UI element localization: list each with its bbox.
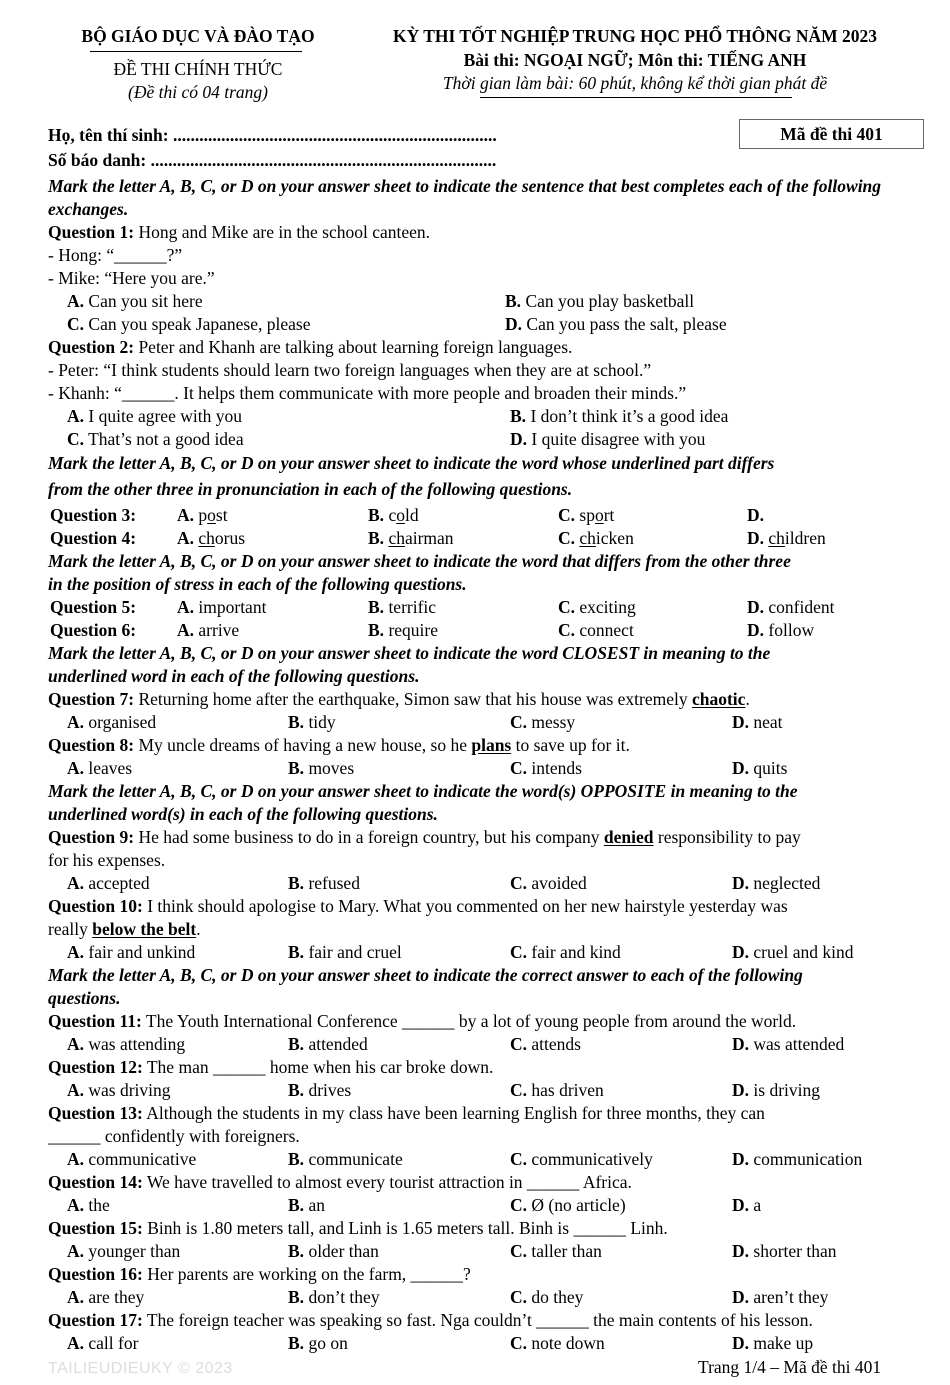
option-c[interactable]: C. chicken [558, 528, 634, 548]
underlined-word: chaotic [691, 689, 746, 709]
page-number: Trang 1/4 – Mã đề thi 401 [698, 1357, 882, 1377]
option-d[interactable]: D. aren’t they [732, 1287, 829, 1307]
question-11: Question 11: The Youth International Conference ______ by a lot of young people from around the world. [48, 1011, 797, 1031]
ministry-name: BỘ GIÁO DỤC VÀ ĐÀO TẠO [81, 26, 315, 46]
answer-options [0, 313, 950, 335]
answer-options [0, 428, 950, 450]
option-b[interactable]: B. fair and cruel [288, 942, 402, 962]
exam-title: KỲ THI TỐT NGHIỆP TRUNG HỌC PHỔ THÔNG NĂM 2023 [392, 26, 878, 46]
instruction-pronunciation: Mark the letter A, B, C, or D on your answer sheet to indicate the word whose underlined part differs [48, 453, 775, 473]
instruction-exchanges: Mark the letter A, B, C, or D on your answer sheet to indicate the sentence that best completes each of the following exchanges. [48, 176, 882, 219]
option-b[interactable]: B. older than [288, 1241, 379, 1261]
ministry-underline [90, 51, 302, 52]
instruction-correct-answer: Mark the letter A, B, C, or D on your answer sheet to indicate the correct answer to each of the following [48, 965, 803, 985]
question-label: Question 3: [50, 505, 137, 525]
question-12: Question 12: The man ______ home when his car broke down. [48, 1057, 494, 1077]
answer-options [0, 1194, 950, 1216]
option-c[interactable]: C. sport [558, 505, 615, 525]
question-label: Question 7: [48, 689, 135, 709]
option-a[interactable]: A. chorus [177, 528, 246, 548]
option-d[interactable]: D. was attended [732, 1034, 845, 1054]
answer-options [0, 1033, 950, 1055]
question-9: Question 9: He had some business to do in a foreign country, but his company denied responsibility to pay [48, 827, 801, 847]
option-b[interactable]: B. Can you play basketball [505, 291, 695, 311]
option-b[interactable]: B. require [368, 620, 438, 640]
underlined-phrase: below the belt [92, 919, 197, 939]
option-d[interactable]: D. I quite disagree with you [510, 429, 706, 449]
instruction-opposite-cont: underlined word(s) in each of the following questions. [48, 804, 438, 824]
option-c[interactable]: C. intends [510, 758, 582, 778]
exam-time: Thời gian làm bài: 60 phút, không kể thời gian phát đề [442, 73, 828, 93]
question-5 [0, 596, 950, 618]
question-8: Question 8: My uncle dreams of having a new house, so he plans to save up for it. [48, 735, 630, 755]
question-label: Question 14: [48, 1172, 143, 1192]
option-b[interactable]: B. chairman [368, 528, 454, 548]
answer-options [0, 711, 950, 733]
option-a[interactable]: A. arrive [177, 620, 240, 640]
question-label: Question 1: [48, 222, 135, 242]
question-label: Question 12: [48, 1057, 143, 1077]
question-label: Question 13: [48, 1103, 143, 1123]
option-a[interactable]: A. was attending [67, 1034, 186, 1054]
instruction-opposite: Mark the letter A, B, C, or D on your answer sheet to indicate the word(s) OPPOSITE in meaning to the [48, 781, 798, 801]
option-c[interactable]: C. connect [558, 620, 634, 640]
answer-options [0, 757, 950, 779]
instruction-pronunciation-cont: from the other three in pronunciation in each of the following questions. [48, 479, 573, 499]
question-3 [0, 504, 950, 526]
option-b[interactable]: B. attended [288, 1034, 368, 1054]
question-label: Question 2: [48, 337, 135, 357]
question-7: Question 7: Returning home after the earthquake, Simon saw that his house was extremely chaotic. [48, 689, 750, 709]
question-10-cont: really below the belt. [48, 919, 201, 939]
option-c[interactable]: C. messy [510, 712, 576, 732]
question-label: Question 11: [48, 1011, 142, 1031]
question-14: Question 14: We have travelled to almost every tourist attraction in ______ Africa. [48, 1172, 632, 1192]
dialogue-line: - Khanh: “______. It helps them communicate with more people and broaden their minds.” [48, 383, 687, 403]
question-13-cont: ______ confidently with foreigners. [48, 1126, 300, 1146]
watermark: TAILIEUDIEUKY © 2023 [48, 1360, 233, 1377]
option-c[interactable]: C. taller than [510, 1241, 602, 1261]
question-label: Question 17: [48, 1310, 143, 1330]
option-c[interactable]: C. Ø (no article) [510, 1195, 626, 1215]
answer-options [0, 941, 950, 963]
option-d[interactable]: D. follow [747, 620, 815, 640]
option-a[interactable]: A. leaves [67, 758, 133, 778]
question-13: Question 13: Although the students in my class have been learning English for three months, they can [48, 1103, 765, 1123]
option-d[interactable]: D. quits [732, 758, 788, 778]
option-c[interactable]: C. fair and kind [510, 942, 621, 962]
option-d[interactable]: D. cruel and kind [732, 942, 854, 962]
question-2 [48, 336, 572, 358]
question-label: Question 5: [50, 597, 137, 617]
option-a[interactable]: A. was driving [67, 1080, 171, 1100]
option-a[interactable]: A. Can you sit here [67, 291, 203, 311]
option-d[interactable]: D. Can you pass the salt, please [505, 314, 727, 334]
question-label: Question 10: [48, 896, 143, 916]
option-a[interactable]: A. post [177, 505, 228, 525]
instruction-closest-cont: underlined word in each of the following questions. [48, 666, 420, 686]
option-a[interactable]: A. younger than [67, 1241, 181, 1261]
option-a[interactable]: A. important [177, 597, 267, 617]
option-a[interactable]: A. accepted [67, 873, 150, 893]
option-b[interactable]: B. communicate [288, 1149, 403, 1169]
option-b[interactable]: B. terrific [368, 597, 437, 617]
question-label: Question 9: [48, 827, 135, 847]
option-b[interactable]: B. refused [288, 873, 360, 893]
exam-code-box: Mã đề thi 401 [739, 119, 924, 149]
question-label: Question 15: [48, 1218, 143, 1238]
question-label: Question 6: [50, 620, 137, 640]
question-label: Question 16: [48, 1264, 143, 1284]
exam-subject: Bài thi: NGOẠI NGỮ; Môn thi: TIẾNG ANH [463, 50, 807, 70]
option-b[interactable]: B. an [288, 1195, 325, 1215]
answer-options [0, 1332, 950, 1354]
option-b[interactable]: B. tidy [288, 712, 336, 732]
option-a[interactable]: A. I quite agree with you [67, 406, 242, 426]
option-d[interactable]: D. neat [732, 712, 783, 732]
question-4 [0, 527, 950, 549]
instruction-correct-answer-cont: questions. [48, 988, 121, 1008]
underlined-word: plans [471, 735, 512, 755]
question-16: Question 16: Her parents are working on the farm, ______? [48, 1264, 471, 1284]
answer-options [0, 1240, 950, 1262]
option-a[interactable]: A. the [67, 1195, 110, 1215]
question-17: Question 17: The foreign teacher was speaking so fast. Nga couldn’t ______ the main contents of his lesson. [48, 1310, 813, 1330]
option-c[interactable]: C. avoided [510, 873, 587, 893]
question-label: Question 4: [50, 528, 137, 548]
question-10: Question 10: I think should apologise to Mary. What you commented on her new hairstyle yesterday was [48, 896, 788, 916]
dialogue-line: - Peter: “I think students should learn two foreign languages when they are at school.” [48, 360, 652, 380]
option-d[interactable]: D. communication [732, 1149, 863, 1169]
candidate-name-field: Họ, tên thí sinh: .......................................................................... [48, 125, 497, 145]
option-b[interactable]: B. go on [288, 1333, 348, 1353]
option-b[interactable]: B. drives [288, 1080, 352, 1100]
option-a[interactable]: A. call for [67, 1333, 139, 1353]
question-9-cont: for his expenses. [48, 850, 166, 870]
question-15: Question 15: Binh is 1.80 meters tall, and Linh is 1.65 meters tall. Binh is ______ Linh. [48, 1218, 668, 1238]
question-stem: Peter and Khanh are talking about learning foreign languages. [134, 337, 573, 357]
option-c[interactable]: C. has driven [510, 1080, 604, 1100]
option-d[interactable]: D. a [732, 1195, 762, 1215]
official-label: ĐỀ THI CHÍNH THỨC [113, 59, 283, 79]
option-c[interactable]: C. note down [510, 1333, 605, 1353]
option-c[interactable]: C. attends [510, 1034, 581, 1054]
answer-options [0, 1148, 950, 1170]
underlined-word: denied [603, 827, 654, 847]
option-a[interactable]: A. organised [67, 712, 157, 732]
instruction-stress-cont: in the position of stress in each of the following questions. [48, 574, 467, 594]
option-a[interactable]: A. fair and unkind [67, 942, 196, 962]
option-b[interactable]: B. cold [368, 505, 419, 525]
option-b[interactable]: B. I don’t think it’s a good idea [510, 406, 729, 426]
option-b[interactable]: B. don’t they [288, 1287, 380, 1307]
answer-options [0, 872, 950, 894]
option-b[interactable]: B. moves [288, 758, 355, 778]
option-a[interactable]: A. communicative [67, 1149, 197, 1169]
option-d[interactable]: D. make up [732, 1333, 814, 1353]
candidate-id-field: Số báo danh: ............................................................................... [48, 150, 497, 170]
question-1 [48, 221, 430, 243]
answer-options [0, 405, 950, 427]
answer-options [0, 290, 950, 312]
answer-options [0, 1079, 950, 1101]
option-c[interactable]: C. do they [510, 1287, 584, 1307]
option-c[interactable]: C. communicatively [510, 1149, 653, 1169]
option-d[interactable]: D. confident [747, 597, 835, 617]
dialogue-line: - Hong: “______?” [48, 245, 183, 265]
option-d[interactable]: D. [747, 505, 765, 525]
option-d[interactable]: D. children [747, 528, 826, 548]
pages-note: (Đề thi có 04 trang) [128, 82, 268, 102]
question-stem: Hong and Mike are in the school canteen. [134, 222, 431, 242]
dialogue-line: - Mike: “Here you are.” [48, 268, 215, 288]
option-d[interactable]: D. shorter than [732, 1241, 837, 1261]
option-d[interactable]: D. neglected [732, 873, 821, 893]
answer-options [0, 1286, 950, 1308]
option-a[interactable]: A. are they [67, 1287, 145, 1307]
instruction-closest: Mark the letter A, B, C, or D on your answer sheet to indicate the word CLOSEST in meaning to the [48, 643, 771, 663]
option-d[interactable]: D. is driving [732, 1080, 820, 1100]
time-underline [480, 97, 792, 98]
option-c[interactable]: C. exciting [558, 597, 636, 617]
option-c[interactable]: C. Can you speak Japanese, please [67, 314, 311, 334]
instruction-stress: Mark the letter A, B, C, or D on your answer sheet to indicate the word that differs from the other three [48, 551, 791, 571]
question-label: Question 8: [48, 735, 135, 755]
option-c[interactable]: C. That’s not a good idea [67, 429, 244, 449]
question-6 [0, 619, 950, 641]
